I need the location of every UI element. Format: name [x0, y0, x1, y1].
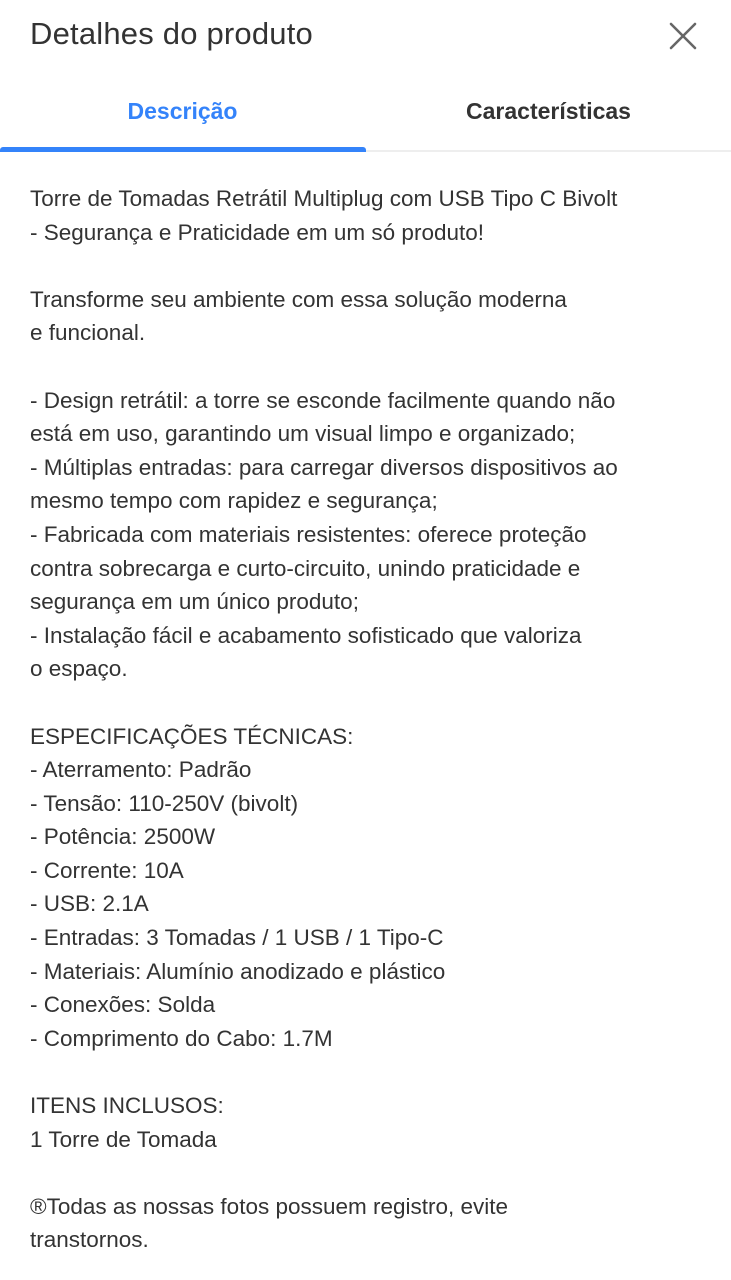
modal-header	[0, 0, 731, 74]
tab-bar	[0, 74, 731, 152]
close-icon[interactable]	[665, 18, 701, 54]
product-description: Torre de Tomadas Retrátil Multiplug com USB Tipo C Bivolt - Segurança e Praticidade em um só produto! Transforme seu ambiente com essa solução moderna e funcional. - Design retrátil: a torre se esconde facilmente quando não está em uso, garantindo um visual limpo e organizado; - Múltiplas entradas: para carregar diversos dispositivos ao mesmo tempo com rapidez e segurança; - Fabricada com materiais resistentes: oferece proteção contra sobrecarga e curto-circuito, unindo praticidade e segurança em um único produto; - Instalação fácil e acabamento sofisticado que valoriza o espaço. ESPECIFICAÇÕES TÉCNICAS: - Aterramento: Padrão - Tensão: 110-250V (bivolt) - Potência: 2500W - Corrente: 10A - USB: 2.1A - Entradas: 3 Tomadas / 1 USB / 1 Tipo-C - Materiais: Alumínio anodizado e plástico - Conexões: Solda - Comprimento do Cabo: 1.7M ITENS INCLUSOS: 1 Torre de Tomada ®Todas as nossas fotos possuem registro, evite transtornos.	[30, 186, 618, 1253]
page-title: Detalhes do produto	[30, 16, 313, 51]
tab-descricao[interactable]: Descrição	[127, 97, 238, 124]
close-button[interactable]	[665, 18, 701, 54]
tab-caracteristicas[interactable]: Características	[466, 97, 631, 124]
active-tab-indicator	[0, 147, 366, 152]
